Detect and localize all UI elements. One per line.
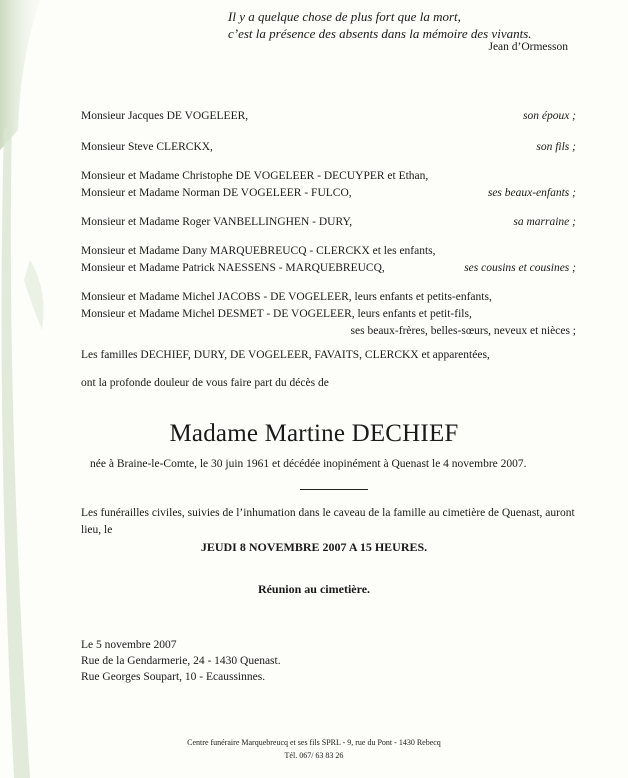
family-name: Monsieur et Madame Michel JACOBS - DE VOGELEER, leurs enfants et petits-enfants, <box>81 291 492 303</box>
birth-death-line: née à Braine-le-Comte, le 30 juin 1961 et décédée inopinément à Quenast le 4 novembre 2007. <box>90 458 527 470</box>
families-line: Les familles DECHIEF, DURY, DE VOGELEER, FAVAITS, CLERCKX et apparentées, <box>81 349 490 361</box>
family-name: Monsieur et Madame Christophe DE VOGELEER - DECUYPER et Ethan, <box>81 170 429 182</box>
family-name: Monsieur et Madame Michel DESMET - DE VOGELEER, leurs enfants et petit-fils, <box>81 308 472 320</box>
announce-line: ont la profonde douleur de vous faire part du décès de <box>81 377 329 389</box>
footer-line-1: Centre funéraire Marquebreucq et ses fils SPRL - 9, rue du Pont - 1430 Rebecq <box>187 738 441 747</box>
family-name: Monsieur et Madame Norman DE VOGELEER - FULCO, <box>81 187 352 199</box>
family-role: son fils ; <box>536 141 576 153</box>
deceased-name: Madame Martine DECHIEF <box>169 420 459 447</box>
quote-author: Jean d’Ormesson <box>488 41 568 53</box>
funeral-date: JEUDI 8 NOVEMBRE 2007 A 15 HEURES. <box>200 540 428 554</box>
family-name: Monsieur Jacques DE VOGELEER, <box>81 110 249 122</box>
address-block <box>81 637 281 685</box>
footer-line-2: Tél. 067/ 63 83 26 <box>284 751 344 760</box>
family-entry-cousins <box>81 243 576 277</box>
family-role: ses beaux-frères, belles-sœurs, neveux et nièces ; <box>350 325 576 337</box>
address-date: Le 5 novembre 2007 <box>81 639 177 651</box>
family-name: Monsieur et Madame Roger VANBELLINGHEN - DURY, <box>81 216 353 228</box>
address-line-1: Rue de la Gendarmerie, 24 - 1430 Quenast. <box>81 655 281 667</box>
quote <box>228 8 568 42</box>
address-line-2: Rue Georges Soupart, 10 - Ecaussinnes. <box>81 671 266 683</box>
family-role: ses beaux-enfants ; <box>487 187 576 199</box>
quote-line-2: c’est la présence des absents dans la mémoire des vivants. <box>228 26 532 41</box>
family-entry-son <box>81 139 576 156</box>
family-entry-stepchildren <box>81 168 576 202</box>
divider <box>300 489 368 490</box>
family-role: son époux ; <box>522 110 576 122</box>
quote-line-1: Il y a quelque chose de plus fort que la mort, <box>228 9 461 24</box>
family-entry-husband <box>81 108 576 125</box>
family-entry-in-laws <box>81 289 576 340</box>
family-role: ses cousins et cousines ; <box>464 262 576 274</box>
family-role: sa marraine ; <box>513 216 576 228</box>
family-name: Monsieur et Madame Dany MARQUEBREUCQ - CLERCKX et les enfants, <box>81 245 436 257</box>
family-name: Monsieur et Madame Patrick NAESSENS - MARQUEBREUCQ, <box>81 262 385 274</box>
footer <box>0 736 628 762</box>
meeting-place: Réunion au cimetière. <box>257 582 371 596</box>
family-name: Monsieur Steve CLERCKX, <box>81 141 213 153</box>
family-entry-godmother <box>81 214 576 231</box>
funeral-text: Les funérailles civiles, suivies de l’inhumation dans le caveau de la famille au cimetière de Quenast, auront lieu, le <box>81 507 575 536</box>
